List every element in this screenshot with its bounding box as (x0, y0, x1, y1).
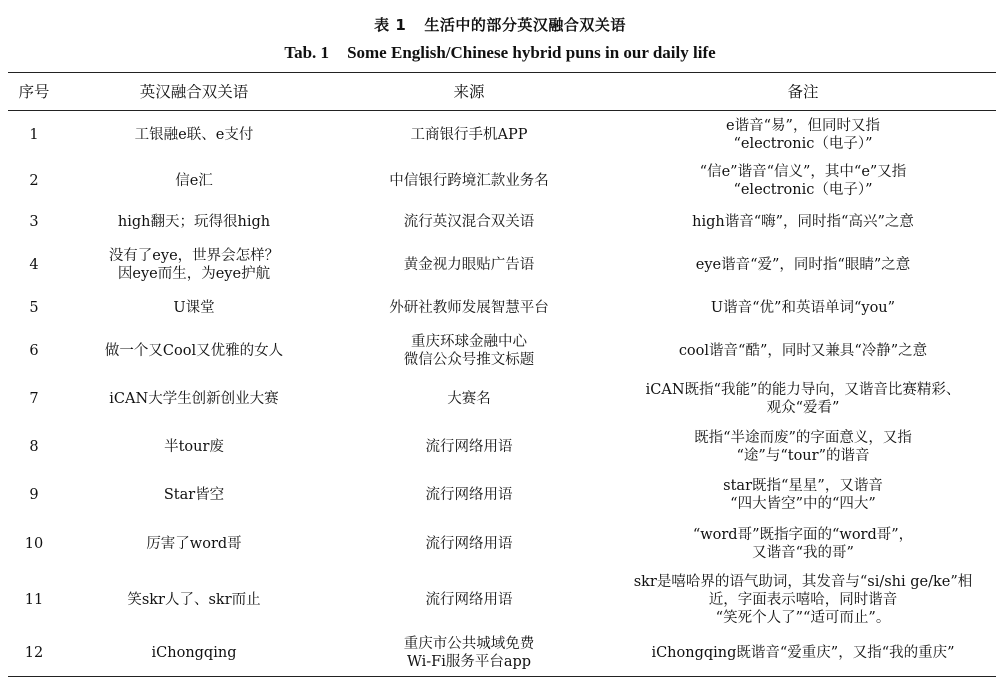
source-cell (328, 289, 610, 327)
row-number (8, 327, 60, 375)
table-row (8, 327, 996, 375)
source-cell (328, 203, 610, 241)
pun-cell-text: iCAN大学生创新创业大赛 (109, 390, 279, 407)
pun-cell (60, 375, 328, 423)
note-cell (610, 159, 996, 203)
row-number (8, 289, 60, 327)
table-row (8, 375, 996, 423)
table-row (8, 289, 996, 327)
pun-cell (60, 289, 328, 327)
pun-cell (60, 471, 328, 519)
note-cell (610, 289, 996, 327)
pun-cell (60, 241, 328, 289)
pun-cell-text: iChongqing (151, 645, 237, 662)
note-cell (610, 111, 996, 159)
note-cell (610, 241, 996, 289)
note-cell-text: star既指“星星”，又谐音 “四大皆空”中的“四大” (723, 477, 883, 512)
caption-en-title: Some English/Chinese hybrid puns in our daily life (347, 43, 716, 62)
row-number-text: 1 (29, 126, 39, 143)
header-pun: 英汉融合双关语 (60, 73, 328, 111)
note-cell-text: cool谐音“酷”，同时又兼具“冷静”之意 (678, 342, 928, 359)
note-cell-text: skr是嘻哈界的语气助词，其发音与“si/shi ge/ke”相 近，字面表示嘻哈，同时谐音 “笑死个人了”“适可而止”。 (633, 573, 973, 626)
source-cell (328, 569, 610, 631)
note-cell-text: high谐音“嗨”，同时指“高兴”之意 (692, 213, 914, 230)
row-number (8, 569, 60, 631)
source-cell (328, 159, 610, 203)
source-cell (328, 519, 610, 569)
source-cell-text: 流行网络用语 (425, 591, 513, 608)
pun-cell-text: 工银融e联、e支付 (134, 126, 254, 143)
pun-cell (60, 327, 328, 375)
source-cell (328, 241, 610, 289)
table-row (8, 159, 996, 203)
source-cell (328, 111, 610, 159)
note-cell (610, 423, 996, 471)
note-cell (610, 203, 996, 241)
note-cell-text: “信e”谐音“信义”，其中“e”又指 “electronic（电子）” (699, 163, 907, 198)
source-cell-text: 流行网络用语 (425, 535, 513, 552)
row-number (8, 423, 60, 471)
pun-cell (60, 203, 328, 241)
note-cell-text: eye谐音“爱”，同时指“眼睛”之意 (695, 256, 911, 273)
note-cell (610, 375, 996, 423)
table-row (8, 471, 996, 519)
header-note: 备注 (610, 73, 996, 111)
note-cell (610, 327, 996, 375)
source-cell-text: 流行网络用语 (425, 486, 513, 503)
note-cell (610, 471, 996, 519)
row-number (8, 471, 60, 519)
pun-cell (60, 111, 328, 159)
source-cell-text: 外研社教师发展智慧平台 (389, 299, 549, 316)
table-caption-en (0, 43, 1000, 63)
note-cell-text: iCAN既指“我能”的能力导向，又谐音比赛精彩、 观众“爱看” (645, 381, 961, 416)
row-number-text: 8 (29, 438, 39, 455)
note-cell-text: 既指“半途而废”的字面意义，又指 “途”与“tour”的谐音 (694, 429, 912, 464)
row-number (8, 203, 60, 241)
row-number-text: 12 (24, 645, 44, 662)
source-cell (328, 327, 610, 375)
pun-cell-text: 没有了eye，世界会怎样？ 因eye而生，为eye护航 (108, 247, 280, 282)
row-number (8, 375, 60, 423)
note-cell-text: U谐音“优”和英语单词“you” (710, 299, 896, 316)
row-number-text: 4 (29, 256, 39, 273)
pun-cell (60, 423, 328, 471)
table-row (8, 203, 996, 241)
row-number-text: 11 (24, 591, 44, 608)
row-number (8, 241, 60, 289)
row-number-text: 6 (29, 342, 39, 359)
source-cell (328, 631, 610, 677)
source-cell-text: 流行英汉混合双关语 (403, 213, 535, 230)
pun-cell-text: 信e汇 (175, 172, 213, 189)
source-cell (328, 471, 610, 519)
caption-cn-label: 表 1 (374, 16, 407, 34)
row-number-text: 10 (24, 535, 44, 552)
table-row (8, 519, 996, 569)
source-cell-text: 大赛名 (447, 390, 491, 407)
note-cell-text: iChongqing既谐音“爱重庆”，又指“我的重庆” (651, 645, 955, 662)
pun-cell-text: 笑skr人了、skr而止 (127, 591, 261, 608)
note-cell (610, 631, 996, 677)
source-cell-text: 重庆环球金融中心 微信公众号推文标题 (403, 333, 535, 368)
note-cell-text: “word哥”既指字面的“word哥”， 又谐音“我的哥” (692, 526, 914, 561)
table-header-row (8, 73, 996, 111)
source-cell-text: 工商银行手机APP (410, 126, 528, 143)
row-number-text: 7 (29, 390, 39, 407)
table-row (8, 423, 996, 471)
row-number (8, 519, 60, 569)
source-cell-text: 流行网络用语 (425, 438, 513, 455)
row-number-text: 9 (29, 486, 39, 503)
pun-cell (60, 519, 328, 569)
header-no: 序号 (8, 73, 60, 111)
table-row (8, 631, 996, 677)
puns-table (8, 72, 996, 677)
pun-cell-text: Star皆空 (163, 486, 225, 503)
row-number-text: 2 (29, 172, 39, 189)
table-caption-cn (0, 14, 1000, 35)
header-source: 来源 (328, 73, 610, 111)
source-cell (328, 375, 610, 423)
pun-cell-text: U课堂 (173, 299, 215, 316)
pun-cell-text: 半tour废 (164, 438, 224, 455)
pun-cell-text: high翻天；玩得很high (117, 213, 271, 230)
note-cell-text: e谐音“易”，但同时又指 “electronic（电子）” (726, 117, 880, 152)
table-row (8, 111, 996, 159)
source-cell-text: 中信银行跨境汇款业务名 (389, 172, 549, 189)
pun-cell (60, 631, 328, 677)
source-cell-text: 重庆市公共城域免费 Wi-Fi服务平台app (403, 636, 535, 671)
source-cell-text: 黄金视力眼贴广告语 (403, 256, 535, 273)
source-cell (328, 423, 610, 471)
row-number-text: 5 (29, 299, 39, 316)
pun-cell (60, 159, 328, 203)
row-number (8, 631, 60, 677)
table-row (8, 241, 996, 289)
pun-cell (60, 569, 328, 631)
note-cell (610, 519, 996, 569)
pun-cell-text: 做一个又Cool又优雅的女人 (104, 342, 284, 359)
row-number-text: 3 (29, 213, 39, 230)
row-number (8, 111, 60, 159)
pun-cell-text: 厉害了word哥 (146, 535, 242, 552)
caption-cn-title: 生活中的部分英汉融合双关语 (424, 16, 626, 34)
caption-en-label: Tab. 1 (284, 43, 330, 62)
row-number (8, 159, 60, 203)
note-cell (610, 569, 996, 631)
table-row (8, 569, 996, 631)
